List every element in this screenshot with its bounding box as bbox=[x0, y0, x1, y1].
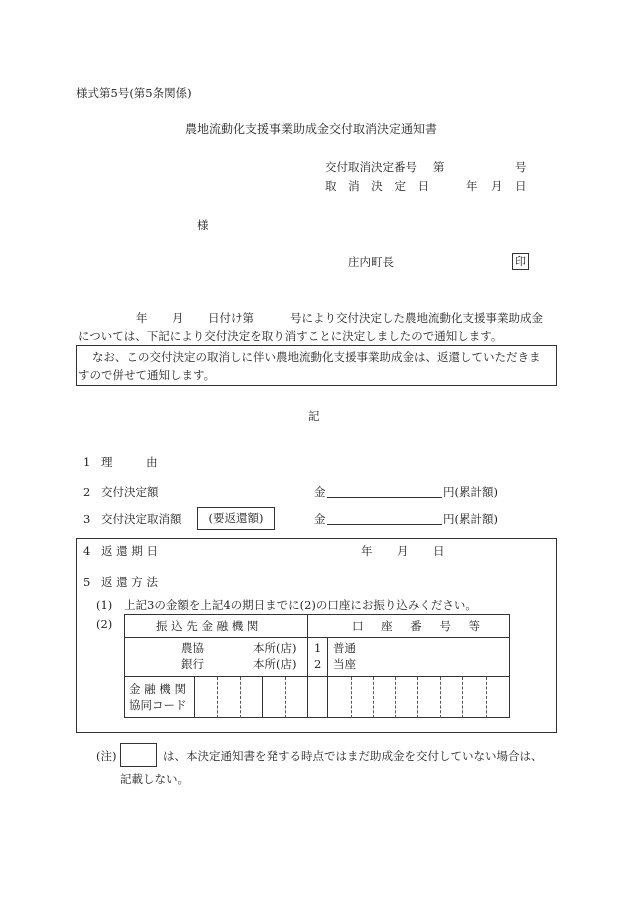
bank-code-digit-divider bbox=[240, 677, 241, 718]
recipient-honorific: 様 bbox=[197, 218, 209, 232]
table-header-account: 口 座 番 号 等 bbox=[352, 619, 481, 633]
decision-number-suffix: 号 bbox=[515, 160, 527, 174]
account-digit-divider bbox=[351, 677, 352, 718]
decision-year: 年 bbox=[466, 179, 478, 193]
account-digit-divider bbox=[395, 677, 396, 718]
form-number: 様式第5号(第5条関係) bbox=[76, 86, 192, 100]
refund-required-badge: (要返還額) bbox=[197, 507, 275, 530]
code-label-line1: 金 融 機 関 bbox=[129, 682, 186, 696]
bank-code-digit-divider bbox=[217, 677, 218, 718]
account-digit-divider bbox=[486, 677, 487, 718]
item5-label: 返 還 方 法 bbox=[101, 575, 158, 589]
account-digit-divider bbox=[373, 677, 374, 718]
item3-amount-line bbox=[327, 524, 442, 525]
account-type-2-number: 2 bbox=[314, 657, 322, 671]
item3-yen: 円(累計額) bbox=[443, 512, 498, 526]
table-header-rule bbox=[124, 637, 510, 638]
body-month: 月 bbox=[172, 311, 184, 325]
decision-number-label: 交付取消決定番号 bbox=[325, 160, 417, 174]
bank-code-digit-divider bbox=[285, 677, 286, 718]
decision-day: 日 bbox=[515, 179, 527, 193]
item5-sub1-text: 上記3の金額を上記4の期日までに(2)の口座にお振り込みください。 bbox=[124, 598, 477, 612]
item2-yen: 円(累計額) bbox=[443, 485, 498, 499]
refund-notice-line1: なお、この交付決定の取消しに伴い農地流動化支援事業助成金は、返還していただきま bbox=[92, 350, 541, 364]
code-label-divider bbox=[194, 676, 195, 718]
body-year: 年 bbox=[136, 311, 148, 325]
item1-label: 理 由 bbox=[101, 455, 158, 469]
note-prefix: (注) bbox=[96, 749, 117, 763]
decision-month: 月 bbox=[491, 179, 503, 193]
item3-kin: 金 bbox=[314, 512, 326, 526]
item4-label: 返 還 期 日 bbox=[101, 544, 158, 558]
item4-month: 月 bbox=[397, 544, 409, 558]
account-digit-divider bbox=[440, 677, 441, 718]
item5-number: 5 bbox=[83, 575, 91, 589]
item2-kin: 金 bbox=[314, 485, 326, 499]
ginko-label: 銀行 bbox=[181, 657, 204, 671]
seal-mark: 印 bbox=[512, 253, 529, 270]
issuer-name: 庄内町長 bbox=[348, 255, 394, 269]
note-text-line2: 記載しない。 bbox=[120, 772, 189, 786]
honsho-label-2: 本所(店) bbox=[253, 657, 297, 671]
code-label-line2: 協同コード bbox=[129, 698, 187, 712]
item2-label: 交付決定額 bbox=[101, 485, 159, 499]
bank-code-branch-divider bbox=[262, 677, 263, 718]
note-text: は、本決定通知書を発する時点ではまだ助成金を交付していない場合は、 bbox=[163, 749, 543, 763]
ki-heading: 記 bbox=[308, 409, 320, 423]
item4-year: 年 bbox=[361, 544, 373, 558]
body-text-line1: 号により交付決定した農地流動化支援事業助成金 bbox=[290, 311, 543, 325]
nokyo-label: 農協 bbox=[181, 641, 204, 655]
item4-number: 4 bbox=[83, 544, 91, 558]
body-text-line2: については、下記により交付決定を取り消すことに決定しましたので通知します。 bbox=[78, 329, 503, 343]
item5-sub2-number: (2) bbox=[96, 617, 113, 631]
item5-sub1-number: (1) bbox=[96, 598, 113, 612]
decision-number-prefix: 第 bbox=[433, 160, 445, 174]
refund-notice-line2: すので併せて通知します。 bbox=[78, 368, 216, 382]
honsho-label-1: 本所(店) bbox=[253, 641, 297, 655]
account-type-1-number: 1 bbox=[314, 641, 322, 655]
decision-date-label: 取 消 決 定 日 bbox=[325, 179, 434, 193]
item3-label: 交付決定取消額 bbox=[101, 512, 182, 526]
item3-number: 3 bbox=[83, 512, 91, 526]
note-marker-box bbox=[120, 743, 157, 767]
item2-amount-line bbox=[327, 497, 442, 498]
table-header-bank: 振 込 先 金 融 機 関 bbox=[156, 619, 259, 633]
item2-number: 2 bbox=[83, 485, 91, 499]
table-code-rule bbox=[124, 676, 510, 677]
account-digit-divider bbox=[462, 677, 463, 718]
account-type-2-label: 当座 bbox=[333, 657, 356, 671]
body-day: 日付け第 bbox=[208, 311, 254, 325]
account-digit-divider bbox=[417, 677, 418, 718]
account-type-divider bbox=[327, 638, 328, 718]
item4-day: 日 bbox=[433, 544, 445, 558]
account-type-1-label: 普通 bbox=[333, 641, 356, 655]
item1-number: 1 bbox=[83, 455, 91, 469]
document-title: 農地流動化支援事業助成金交付取消決定通知書 bbox=[185, 122, 438, 136]
table-column-divider bbox=[307, 614, 308, 718]
